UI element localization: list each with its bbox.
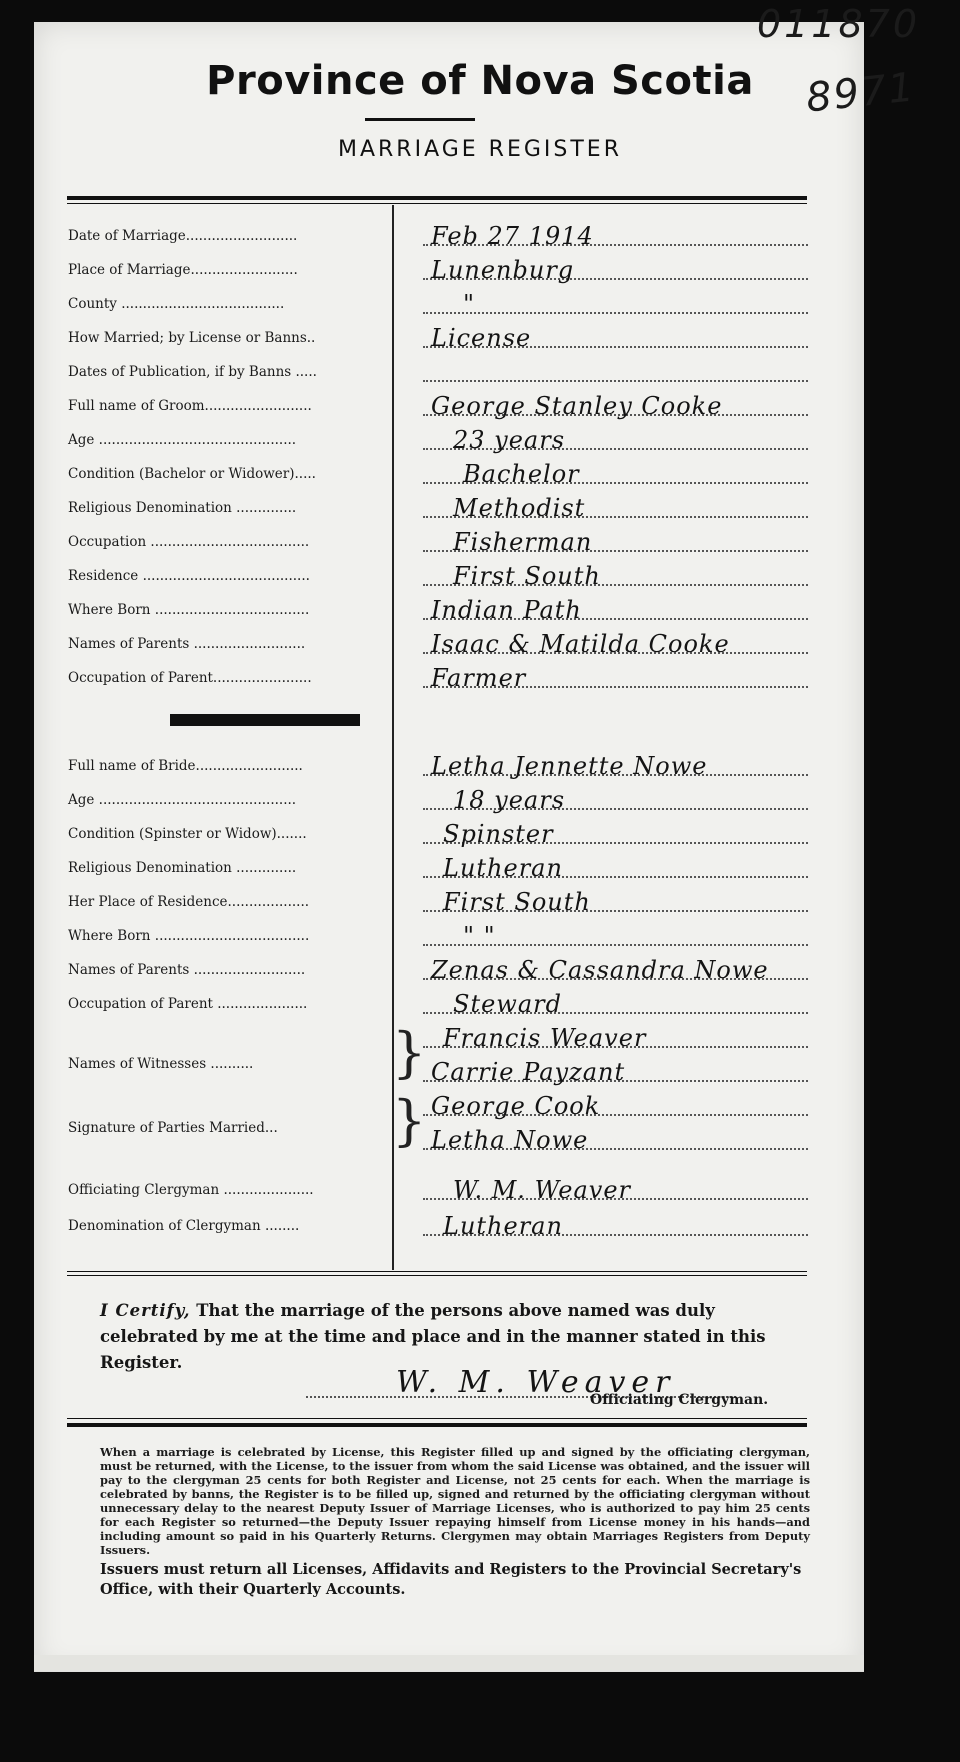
signature-brace-icon: } xyxy=(392,1089,427,1152)
handwritten-value: W. M. Weaver xyxy=(453,1176,632,1204)
handwritten-value: 23 years xyxy=(453,426,566,454)
field-label: Religious Denomination .............. xyxy=(68,860,297,876)
field-groom-residence xyxy=(68,556,808,590)
signature-line-1 xyxy=(68,1086,808,1120)
page-subtitle: MARRIAGE REGISTER xyxy=(337,137,622,162)
header-rule-thin xyxy=(67,203,807,204)
field-value-line xyxy=(423,1122,808,1154)
field-label: Where Born .................................... xyxy=(68,928,310,944)
field-value-line xyxy=(423,354,808,382)
handwritten-value: Letha Nowe xyxy=(431,1126,589,1154)
field-value-line xyxy=(423,252,808,284)
field-label: Occupation ..................................... xyxy=(68,534,310,550)
field-value-line xyxy=(423,1054,808,1086)
field-value-line xyxy=(423,1020,808,1052)
field-groom-age xyxy=(68,420,808,454)
footer-rule-thin xyxy=(67,1418,807,1419)
field-value-line xyxy=(423,850,808,882)
handwritten-value: Lutheran xyxy=(443,854,563,882)
field-bride-condition xyxy=(68,814,808,848)
field-label: Full name of Bride......................... xyxy=(68,758,303,774)
field-bride-name xyxy=(68,746,808,780)
field-label: Date of Marriage.......................... xyxy=(68,228,298,244)
handwritten-value: Feb 27 1914 xyxy=(431,222,594,250)
field-value-line xyxy=(423,422,808,454)
handwritten-value: Bachelor xyxy=(463,460,580,488)
field-clergy-denomination xyxy=(68,1206,808,1240)
reference-number: 011870 xyxy=(756,2,920,46)
field-bride-parents xyxy=(68,950,808,984)
handwritten-value: License xyxy=(431,324,532,352)
field-value-line xyxy=(423,558,808,590)
field-value-line xyxy=(423,490,808,522)
field-value-line xyxy=(423,592,808,624)
field-label: Where Born .................................... xyxy=(68,602,310,618)
field-label: Dates of Publication, if by Banns ..... xyxy=(68,364,317,380)
field-value-line xyxy=(423,660,808,692)
instructions-note: When a marriage is celebrated by License, this Register filled up and signed by the officiating clergyman, must be returned, with the License, to the issuer from whom the said License was obtained, and the issuer will pay to the clergyman 25 cents for both Register and License, not 25 cents for each. When the marriage is celebrated by banns, the Register is to be filled up, signed and returned by the officiating clergyman without unnecessary delay to the nearest Deputy Issuer of Marriage Licenses, who is authorized to pay him 25 cents for each Register so returned—the Deputy Issuer repaying himself from License money in his hands—and including amount so paid in his Quarterly Returns. Clergymen may obtain Marriages Registers from Deputy Issuers. xyxy=(100,1445,810,1557)
handwritten-value: Fisherman xyxy=(453,528,593,556)
field-bride-residence xyxy=(68,882,808,916)
field-bride-age xyxy=(68,780,808,814)
field-label: Place of Marriage......................... xyxy=(68,262,298,278)
issuers-notice: Issuers must return all Licenses, Affidavits and Registers to the Provincial Secretary's Office, with their Quarterly Accounts. xyxy=(100,1561,802,1598)
field-officiating-clergyman xyxy=(68,1170,808,1204)
title-divider xyxy=(365,118,475,121)
witness-brace-icon: } xyxy=(392,1021,427,1084)
field-label: Condition (Spinster or Widow)....... xyxy=(68,826,307,842)
field-date-of-marriage xyxy=(68,216,808,250)
handwritten-value: Farmer xyxy=(431,664,527,692)
field-groom-condition xyxy=(68,454,808,488)
field-label: Religious Denomination .............. xyxy=(68,500,297,516)
field-bride-birthplace xyxy=(68,916,808,950)
redacted-bride-heading xyxy=(170,714,360,726)
handwritten-value: Zenas & Cassandra Nowe xyxy=(431,956,769,984)
certify-lead: I Certify, xyxy=(100,1301,191,1320)
header-rule xyxy=(67,196,807,200)
certify-text: That the marriage of the persons above named was duly celebrated by me at the time and place and in the manner stated in this Register. xyxy=(100,1301,766,1372)
field-value-line xyxy=(423,286,808,318)
footer-rule xyxy=(67,1423,807,1427)
field-bride-parent-occupation xyxy=(68,984,808,1018)
field-value-line xyxy=(423,1088,808,1120)
field-groom-occupation xyxy=(68,522,808,556)
field-value-line xyxy=(423,524,808,556)
clergy-signature: W. M. Weaver xyxy=(396,1365,676,1400)
field-how-married xyxy=(68,318,808,352)
handwritten-value: Lutheran xyxy=(443,1212,563,1240)
field-label: Names of Parents .......................... xyxy=(68,636,306,652)
field-groom-religion xyxy=(68,488,808,522)
field-label: Her Place of Residence................... xyxy=(68,894,310,910)
field-label: Condition (Bachelor or Widower)..... xyxy=(68,466,316,482)
signatures-label: Signature of Parties Married... xyxy=(68,1120,278,1136)
handwritten-value: Indian Path xyxy=(431,596,582,624)
signature-line-2 xyxy=(68,1120,808,1154)
field-value-line xyxy=(423,816,808,848)
field-label: How Married; by License or Banns.. xyxy=(68,330,316,346)
field-value-line xyxy=(423,1172,808,1204)
witness-line-1 xyxy=(68,1018,808,1052)
field-groom-birthplace xyxy=(68,590,808,624)
file-number: 8971 xyxy=(804,64,919,122)
field-label: Officiating Clergyman ..................... xyxy=(68,1182,314,1198)
field-value-line xyxy=(423,918,808,950)
field-label: Age .............................................. xyxy=(68,792,297,808)
field-value-line xyxy=(423,626,808,658)
field-label: County ...................................... xyxy=(68,296,285,312)
section-rule-double xyxy=(67,1275,807,1276)
page-bottom-edge xyxy=(34,1655,864,1671)
handwritten-value: Spinster xyxy=(443,820,554,848)
field-place-of-marriage xyxy=(68,250,808,284)
handwritten-value: 18 years xyxy=(453,786,566,814)
handwritten-value: Francis Weaver xyxy=(443,1024,647,1052)
handwritten-value: Steward xyxy=(453,990,562,1018)
handwritten-value: " xyxy=(463,290,476,318)
field-label: Names of Parents .......................... xyxy=(68,962,306,978)
signature-caption: Officiating Clergyman. xyxy=(590,1392,769,1408)
handwritten-value: Carrie Payzant xyxy=(431,1058,626,1086)
field-value-line xyxy=(423,986,808,1018)
field-groom-parents xyxy=(68,624,808,658)
field-groom-parent-occupation xyxy=(68,658,808,692)
section-rule xyxy=(67,1271,807,1272)
field-value-line xyxy=(423,1208,808,1240)
field-value-line xyxy=(423,218,808,250)
field-label: Denomination of Clergyman ........ xyxy=(68,1218,300,1234)
handwritten-value: Isaac & Matilda Cooke xyxy=(431,630,730,658)
handwritten-value: First South xyxy=(443,888,591,916)
field-dates-of-publication xyxy=(68,352,808,382)
field-value-line xyxy=(423,748,808,780)
field-value-line xyxy=(423,782,808,814)
field-value-line xyxy=(423,320,808,352)
handwritten-value: First South xyxy=(453,562,601,590)
handwritten-value: George Stanley Cooke xyxy=(431,392,723,420)
field-label: Occupation of Parent ..................... xyxy=(68,996,308,1012)
handwritten-value: " " xyxy=(463,922,496,950)
field-value-line xyxy=(423,388,808,420)
field-value-line xyxy=(423,952,808,984)
field-label: Full name of Groom......................... xyxy=(68,398,312,414)
page-title: Province of Nova Scotia xyxy=(206,58,754,104)
handwritten-value: Letha Jennette Nowe xyxy=(431,752,708,780)
witness-line-2 xyxy=(68,1052,808,1086)
field-value-line xyxy=(423,884,808,916)
field-label: Occupation of Parent....................... xyxy=(68,670,312,686)
field-label: Age .............................................. xyxy=(68,432,297,448)
handwritten-value: Lunenburg xyxy=(431,256,575,284)
field-groom-name xyxy=(68,386,808,420)
handwritten-value: Methodist xyxy=(453,494,586,522)
handwritten-value: George Cook xyxy=(431,1092,601,1120)
field-label: Residence ....................................... xyxy=(68,568,310,584)
field-county xyxy=(68,284,808,318)
field-value-line xyxy=(423,456,808,488)
witnesses-label: Names of Witnesses .......... xyxy=(68,1056,254,1072)
field-bride-religion xyxy=(68,848,808,882)
